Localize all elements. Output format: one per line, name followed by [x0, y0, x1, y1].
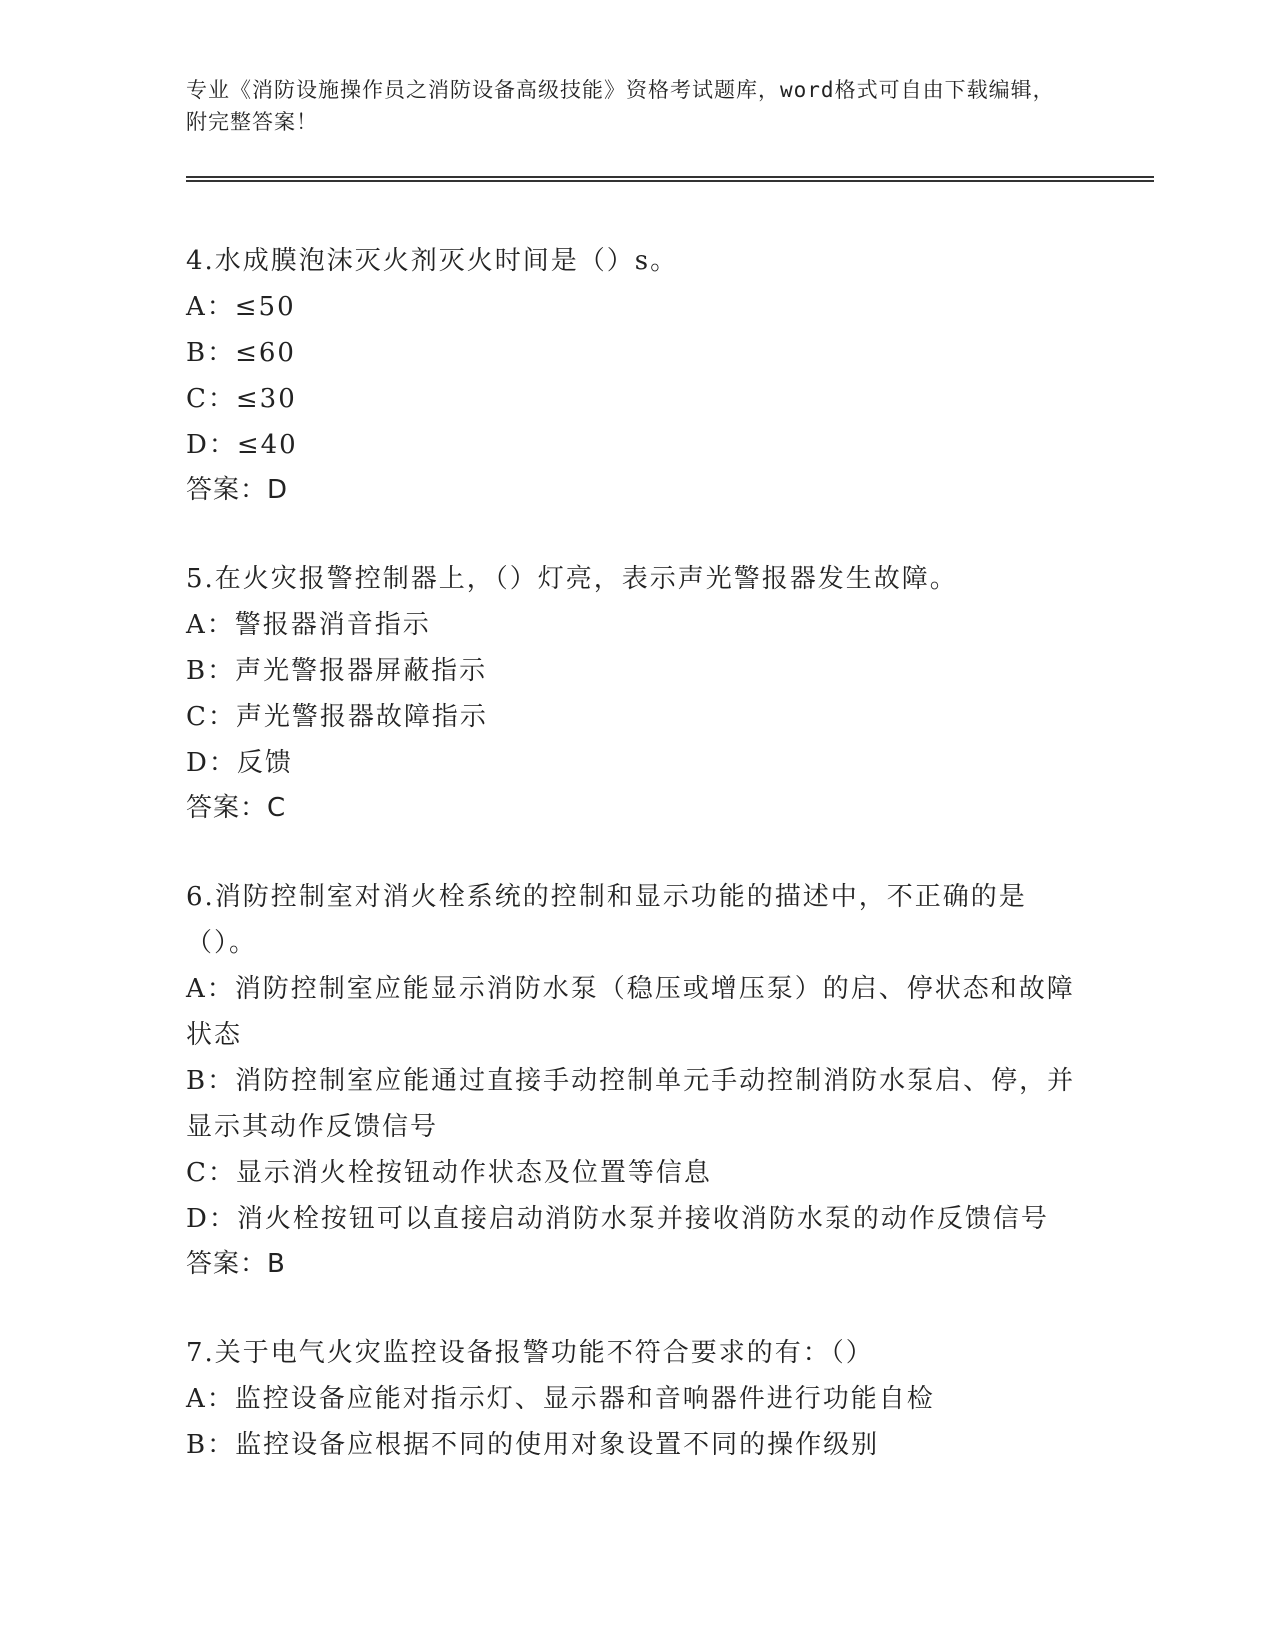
option-d: D：消火栓按钮可以直接启动消防水泵并接收消防水泵的动作反馈信号 [186, 1204, 1049, 1234]
question-5 [186, 556, 1086, 830]
option-c: C：声光警报器故障指示 [186, 702, 488, 732]
option-a: A：监控设备应能对指示灯、显示器和音响器件进行功能自检 [186, 1384, 935, 1414]
option-d: D：反馈 [186, 748, 293, 778]
answer: 答案：B [186, 1249, 286, 1279]
option-b: B：≤60 [186, 338, 296, 368]
answer: 答案：D [186, 475, 289, 505]
option-a: A：警报器消音指示 [186, 610, 431, 640]
answer: 答案：C [186, 793, 287, 823]
option-c: C：显示消火栓按钮动作状态及位置等信息 [186, 1158, 712, 1188]
document-header: 专业《消防设施操作员之消防设备高级技能》资格考试题库，word格式可自由下载编辑，附完整答案！ [186, 78, 1055, 134]
question-stem: 4.水成膜泡沫灭火剂灭火时间是（）s。 [186, 246, 679, 276]
option-a: A：消防控制室应能显示消防水泵（稳压或增压泵）的启、停状态和故障状态 [186, 974, 1075, 1050]
question-6 [186, 874, 1086, 1286]
header-divider [186, 176, 1154, 182]
question-4 [186, 238, 1086, 512]
question-stem: 5.在火灾报警控制器上，（）灯亮，表示声光警报器发生故障。 [186, 564, 958, 594]
option-a: A：≤50 [186, 292, 296, 322]
option-b: B：消防控制室应能通过直接手动控制单元手动控制消防水泵启、停，并显示其动作反馈信号 [186, 1066, 1076, 1142]
option-c: C：≤30 [186, 384, 297, 414]
option-b: B：监控设备应根据不同的使用对象设置不同的操作级别 [186, 1430, 880, 1460]
question-stem: 6.消防控制室对消火栓系统的控制和显示功能的描述中，不正确的是（）。 [186, 882, 1027, 958]
option-b: B：声光警报器屏蔽指示 [186, 656, 488, 686]
question-7 [186, 1330, 1086, 1468]
question-list [186, 238, 1086, 1512]
question-stem: 7.关于电气火灾监控设备报警功能不符合要求的有：（） [186, 1338, 874, 1368]
option-d: D：≤40 [186, 430, 298, 460]
